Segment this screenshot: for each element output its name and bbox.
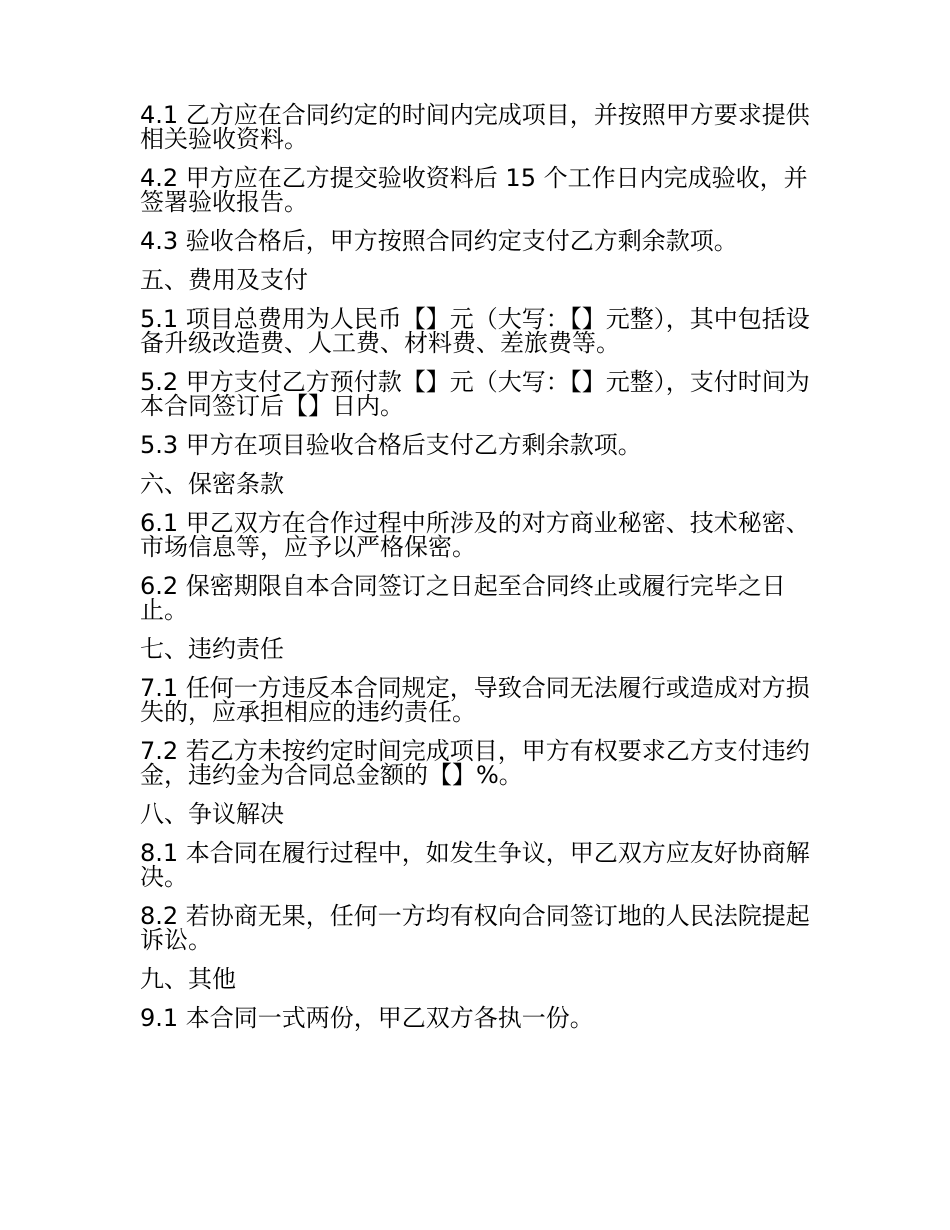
clause-7-2: 7.2 若乙方未按约定时间完成项目，甲方有权要求乙方支付违约金，违约金为合同总金额的【】%。 — [140, 737, 810, 789]
clause-7-1: 7.1 任何一方违反本合同规定，导致合同无法履行或造成对方损失的，应承担相应的违约责任。 — [140, 674, 810, 726]
clause-6-1: 6.1 甲乙双方在合作过程中所涉及的对方商业秘密、技术秘密、市场信息等，应予以严格保密。 — [140, 509, 810, 561]
clause-8-2: 8.2 若协商无果，任何一方均有权向合同签订地的人民法院提起诉讼。 — [140, 902, 810, 954]
clause-5-1: 5.1 项目总费用为人民币【】元（大写：【】元整），其中包括设备升级改造费、人工费、材料费、差旅费等。 — [140, 305, 810, 357]
section-heading-7: 七、违约责任 — [140, 635, 284, 663]
clause-5-2: 5.2 甲方支付乙方预付款【】元（大写：【】元整），支付时间为本合同签订后【】日内。 — [140, 368, 810, 420]
clause-8-1: 8.1 本合同在履行过程中，如发生争议，甲乙双方应友好协商解决。 — [140, 839, 810, 891]
clause-6-2: 6.2 保密期限自本合同签订之日起至合同终止或履行完毕之日止。 — [140, 572, 786, 624]
clause-4-3: 4.3 验收合格后，甲方按照合同约定支付乙方剩余款项。 — [140, 227, 738, 255]
document-body — [140, 103, 810, 1045]
section-heading-6: 六、保密条款 — [140, 470, 284, 498]
clause-9-1: 9.1 本合同一式两份，甲乙双方各执一份。 — [140, 1004, 594, 1032]
clause-4-2: 4.2 甲方应在乙方提交验收资料后 15 个工作日内完成验收，并签署验收报告。 — [140, 164, 808, 216]
clause-4-1: 4.1 乙方应在合同约定的时间内完成项目，并按照甲方要求提供相关验收资料。 — [140, 101, 810, 153]
section-heading-8: 八、争议解决 — [140, 800, 284, 828]
clause-5-3: 5.3 甲方在项目验收合格后支付乙方剩余款项。 — [140, 431, 642, 459]
section-heading-9: 九、其他 — [140, 965, 236, 993]
section-heading-5: 五、费用及支付 — [140, 266, 308, 294]
